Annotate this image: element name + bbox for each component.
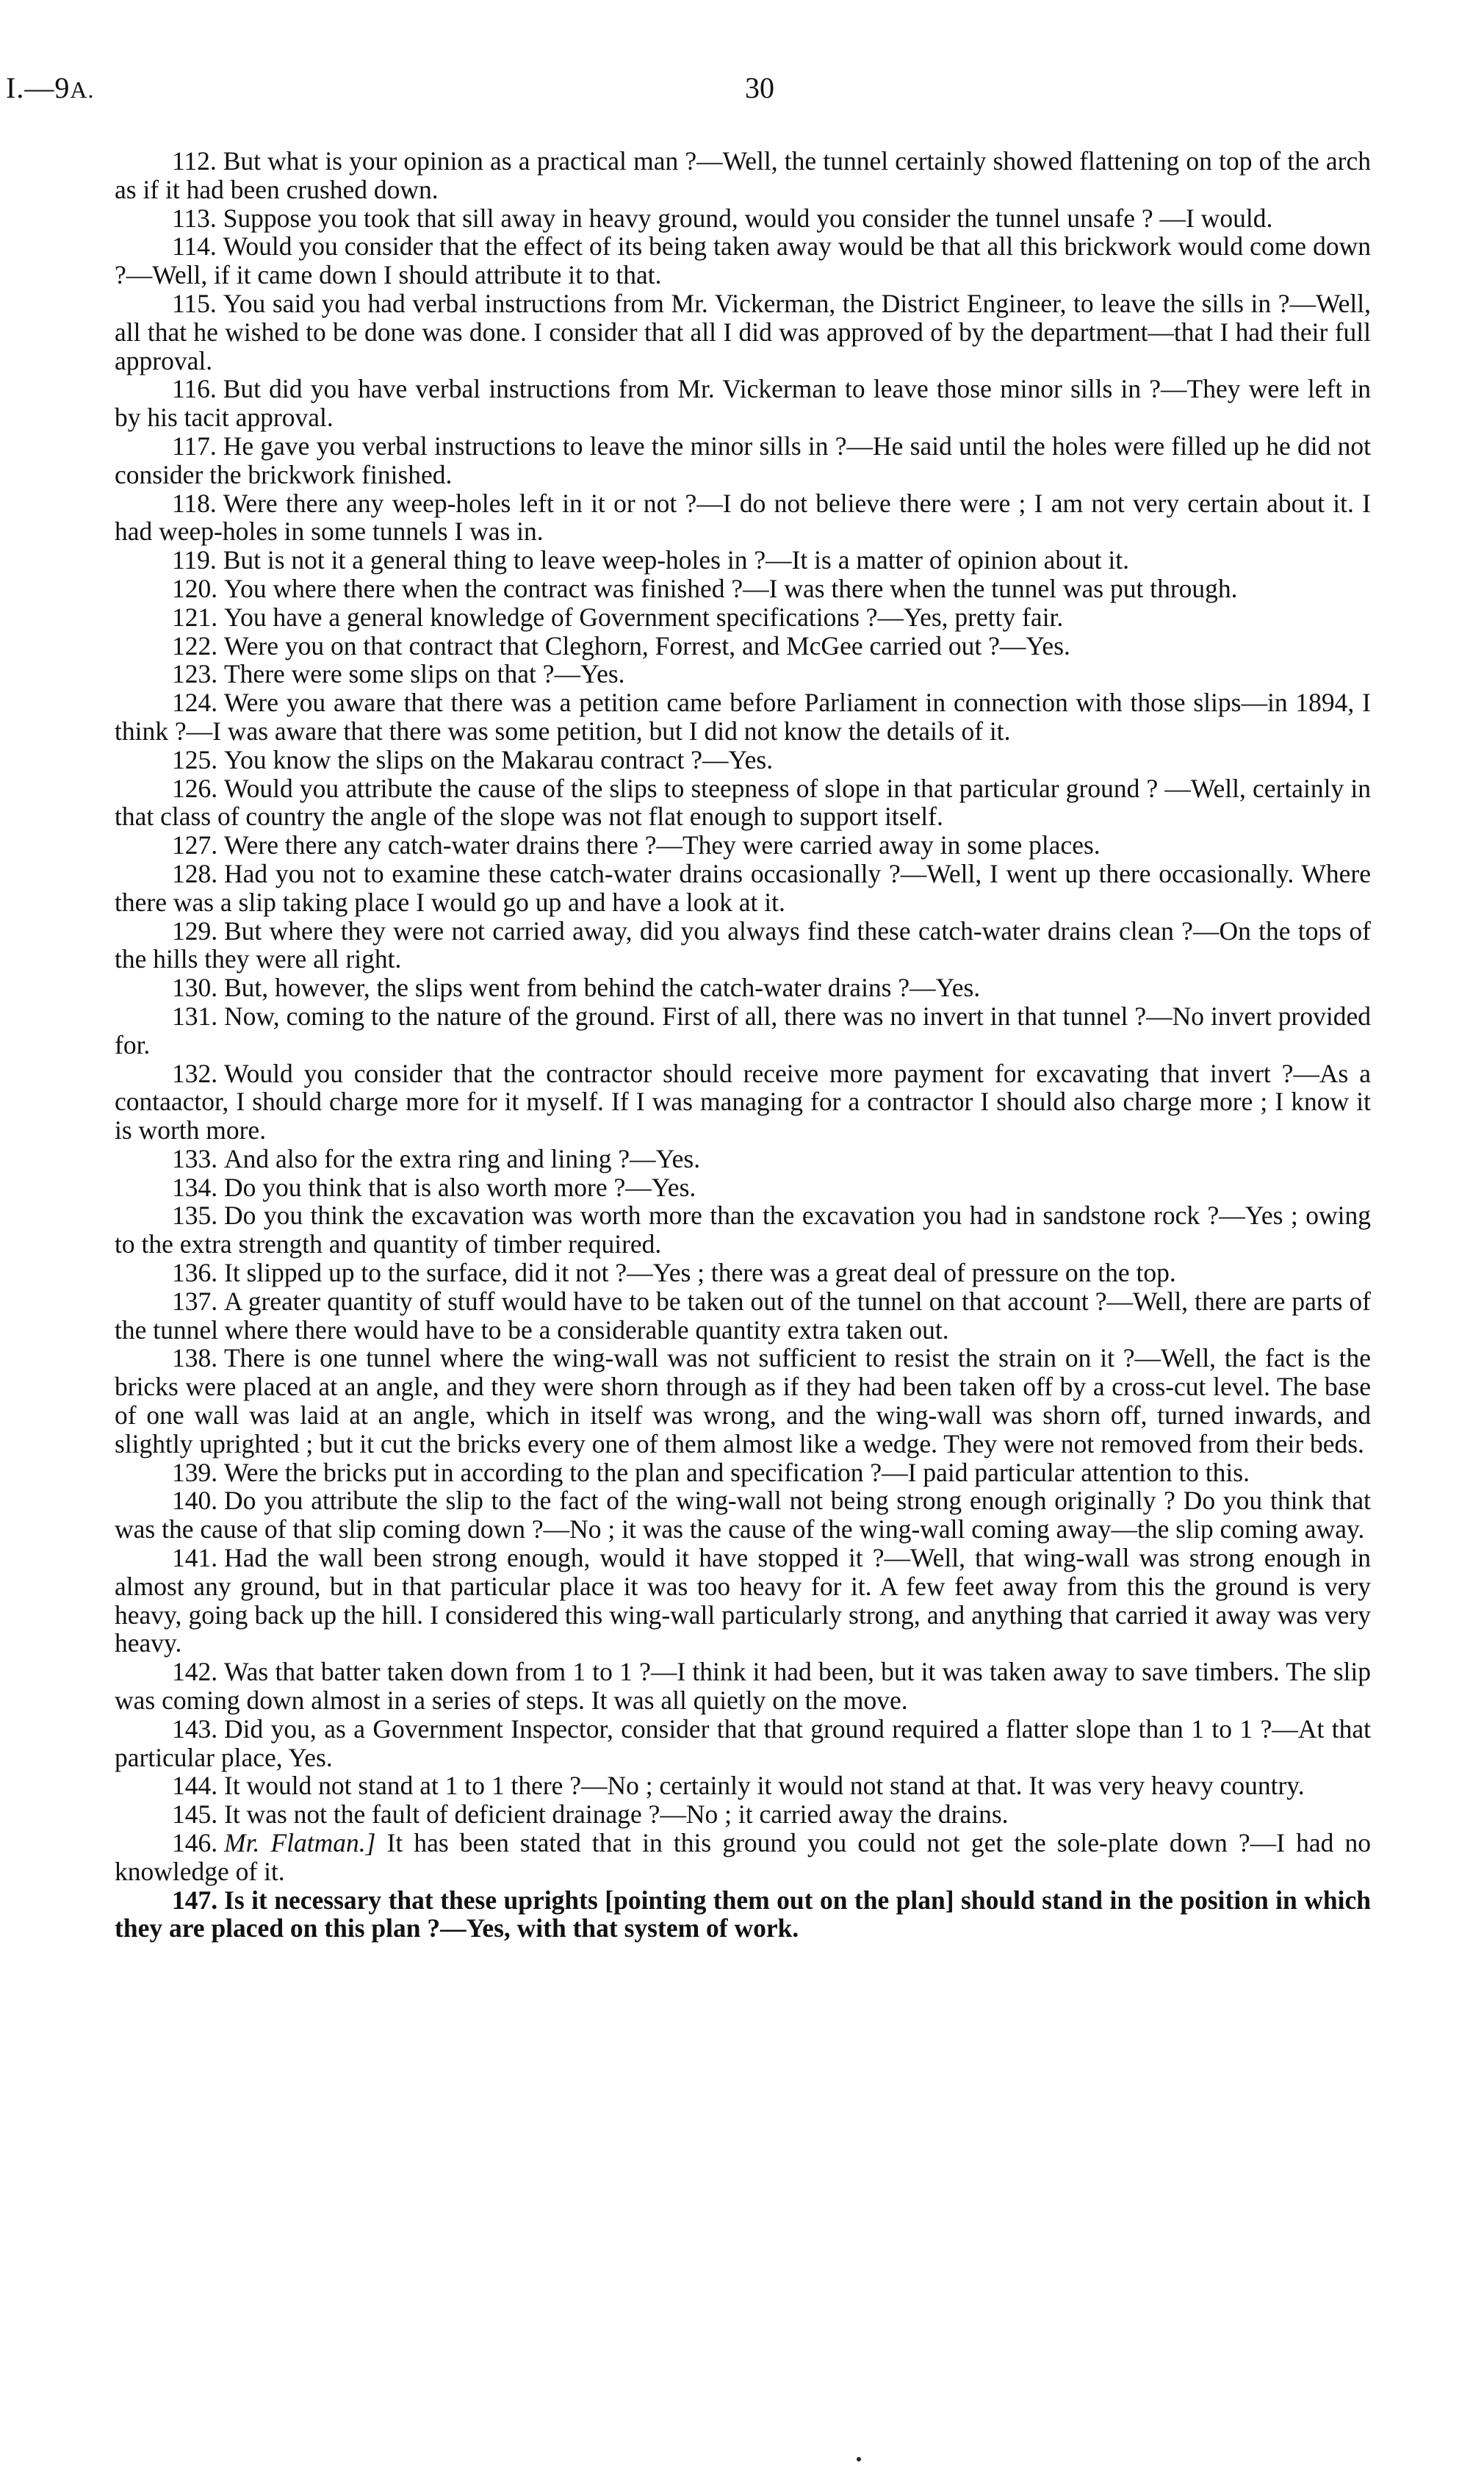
question-paragraph-112 — [115, 147, 1371, 204]
question-text: Had the wall been strong enough, would it have stopped it ?—Well, that wing-wall was strong enough in almost any ground, but in that particular place it was too heavy for it. A few feet away from this the ground is very heavy, going back up the hill. I considered this wing-wall particularly strong, and anything that carried it away was very heavy. — [115, 1543, 1371, 1658]
question-number: 134. — [172, 1172, 218, 1202]
question-paragraph-121 — [115, 603, 1371, 632]
question-text: But what is your opinion as a practical man ?—Well, the tunnel certainly showed flattening on top of the arch as if it had been crushed down. — [115, 146, 1371, 204]
question-number: 122. — [172, 630, 218, 661]
question-number: 116. — [172, 374, 217, 404]
question-number: 131. — [172, 1001, 218, 1031]
question-text: And also for the extra ring and lining ?—Yes. — [224, 1143, 701, 1173]
question-number: 137. — [172, 1286, 218, 1316]
question-text: Do you think that is also worth more ?—Yes. — [224, 1172, 696, 1202]
document-reference-main: I.—9 — [6, 71, 71, 104]
question-text: Were there any catch-water drains there ?—They were carried away in some places. — [224, 830, 1101, 860]
question-number: 133. — [172, 1143, 218, 1173]
question-paragraph-139 — [115, 1458, 1371, 1487]
question-number: 126. — [172, 773, 218, 803]
question-paragraph-142 — [115, 1658, 1371, 1715]
question-paragraph-128 — [115, 860, 1371, 917]
question-number: 136. — [172, 1258, 218, 1288]
question-text: It slipped up to the surface, did it not ?—Yes ; there was a great deal of pressure on the top. — [224, 1258, 1176, 1288]
document-reference-suffix: A. — [70, 76, 95, 103]
question-paragraph-127 — [115, 831, 1371, 860]
question-text: Were you aware that there was a petition came before Parliament in connection with those slips—in 1894, I think ?—I was aware that there was some petition, but I did not know the details of it. — [115, 688, 1371, 746]
question-paragraph-131 — [115, 1002, 1371, 1060]
question-number: 128. — [172, 858, 218, 888]
question-text: You where there when the contract was finished ?—I was there when the tunnel was put through. — [224, 573, 1238, 603]
question-text: You said you had verbal instructions from Mr. Vickerman, the District Engineer, to leave the sills in ?—Well, all that he wished to be done was done. I consider that all I did was approved of by the department—that I had their full approval. — [115, 288, 1371, 375]
question-paragraph-140 — [115, 1486, 1371, 1544]
question-paragraph-119 — [115, 546, 1371, 575]
question-text: Would you consider that the effect of its being taken away would be that all this brickwork would come down ?—Well, if it came down I should attribute it to that. — [115, 231, 1371, 290]
testimony-body — [115, 147, 1371, 1943]
question-text: Were you on that contract that Cleghorn, Forrest, and McGee carried out ?—Yes. — [224, 630, 1070, 661]
question-number: 146. — [172, 1828, 218, 1858]
question-paragraph-136 — [115, 1259, 1371, 1287]
question-text: But, however, the slips went from behind the catch-water drains ?—Yes. — [224, 973, 981, 1003]
question-text: You have a general knowledge of Government specifications ?—Yes, pretty fair. — [224, 602, 1064, 632]
question-paragraph-116 — [115, 375, 1371, 432]
question-text: Had you not to examine these catch-water drains occasionally ?—Well, I went up there occasionally. Where there was a slip taking place I would go up and have a look at it. — [115, 858, 1371, 917]
question-text: Would you attribute the cause of the slips to steepness of slope in that particular ground ? —Well, certainly in that class of country the angle of the slope was not flat enough to support itself. — [115, 773, 1371, 832]
question-number: 125. — [172, 744, 218, 774]
question-paragraph-145 — [115, 1800, 1371, 1829]
page-number: 30 — [745, 71, 774, 104]
question-text: Was that batter taken down from 1 to 1 ?—I think it had been, but it was taken away to save timbers. The slip was coming down almost in a series of steps. It was all quietly on the move. — [115, 1657, 1371, 1716]
question-paragraph-120 — [115, 575, 1371, 603]
question-number: 144. — [172, 1771, 218, 1801]
question-number: 147. — [172, 1885, 218, 1915]
question-number: 114. — [172, 231, 217, 262]
question-number: 143. — [172, 1713, 218, 1744]
question-paragraph-146 — [115, 1829, 1371, 1886]
question-number: 120. — [172, 573, 218, 603]
question-text: There is one tunnel where the wing-wall was not sufficient to resist the strain on it ?—Well, the fact is the bricks were placed at an angle, and they were shorn through as if they had been taken off by a cross-cut level. The base of one wall was laid at an angle, which in itself was wrong, and the wing-wall was shorn off, turned inwards, and slightly uprighted ; but it cut the bricks every one of them almost like a wedge. They were not removed from their beds. — [115, 1343, 1371, 1458]
question-number: 129. — [172, 916, 218, 946]
question-text: It was not the fault of deficient drainage ?—No ; it carried away the drains. — [224, 1799, 1009, 1830]
question-number: 115. — [172, 288, 217, 318]
question-paragraph-137 — [115, 1287, 1371, 1345]
question-number: 135. — [172, 1201, 218, 1231]
question-number: 139. — [172, 1457, 218, 1487]
question-paragraph-114 — [115, 232, 1371, 289]
question-paragraph-134 — [115, 1173, 1371, 1202]
question-text: Is it necessary that these uprights [pointing them out on the plan] should stand in the position in which they are placed on this plan ?—Yes, with that system of work. — [115, 1885, 1371, 1943]
question-number: 130. — [172, 973, 218, 1003]
question-number: 145. — [172, 1799, 218, 1830]
question-paragraph-129 — [115, 917, 1371, 974]
print-speck — [857, 2457, 861, 2461]
question-text: Were the bricks put in according to the plan and specification ?—I paid particular attention to this. — [224, 1457, 1250, 1487]
question-number: 132. — [172, 1058, 218, 1088]
question-number: 121. — [172, 602, 218, 632]
question-paragraph-118 — [115, 489, 1371, 547]
question-paragraph-126 — [115, 774, 1371, 832]
question-number: 142. — [172, 1657, 218, 1687]
question-number: 141. — [172, 1543, 218, 1573]
speaker-name: Mr. Flatman.] — [224, 1828, 376, 1858]
question-paragraph-113 — [115, 204, 1371, 233]
question-number: 140. — [172, 1486, 218, 1516]
question-paragraph-144 — [115, 1771, 1371, 1800]
question-number: 113. — [172, 203, 217, 233]
question-number: 118. — [172, 488, 217, 518]
question-text: A greater quantity of stuff would have to be taken out of the tunnel on that account ?—Well, there are parts of the tunnel where there would have to be a considerable quantity extra taken out. — [115, 1286, 1371, 1345]
question-number: 117. — [172, 431, 217, 461]
question-paragraph-123 — [115, 660, 1371, 688]
question-text: Did you, as a Government Inspector, consider that that ground required a flatter slope than 1 to 1 ?—At that particular place, Yes. — [115, 1713, 1371, 1772]
question-number: 127. — [172, 830, 218, 860]
question-text: Would you consider that the contractor should receive more payment for excavating that invert ?—As a contaactor, I should charge more for it myself. If I was managing for a contractor I should also charge more ; I know it is worth more. — [115, 1058, 1371, 1145]
question-text: But is not it a general thing to leave weep-holes in ?—It is a matter of opinion about it. — [223, 545, 1130, 575]
question-paragraph-133 — [115, 1145, 1371, 1173]
question-text: There were some slips on that ?—Yes. — [224, 659, 625, 689]
question-paragraph-124 — [115, 688, 1371, 746]
question-paragraph-141 — [115, 1544, 1371, 1658]
question-paragraph-117 — [115, 432, 1371, 489]
question-paragraph-122 — [115, 632, 1371, 661]
question-paragraph-125 — [115, 746, 1371, 774]
question-number: 112. — [172, 146, 217, 176]
question-text: But did you have verbal instructions from Mr. Vickerman to leave those minor sills in ?—They were left in by his tacit approval. — [115, 374, 1371, 433]
question-text: But where they were not carried away, did you always find these catch-water drains clean ?—On the tops of the hills they were all right. — [115, 916, 1371, 974]
question-text: He gave you verbal instructions to leave the minor sills in ?—He said until the holes were filled up he did not consider the brickwork finished. — [115, 431, 1371, 489]
question-text: Suppose you took that sill away in heavy ground, would you consider the tunnel unsafe ? —I would. — [223, 203, 1273, 233]
question-text: You know the slips on the Makarau contract ?—Yes. — [224, 744, 774, 774]
question-number: 119. — [172, 545, 217, 575]
question-text: It has been stated that in this ground you could not get the sole-plate down ?—I had no knowledge of it. — [115, 1828, 1371, 1886]
document-reference — [6, 71, 94, 105]
question-number: 124. — [172, 688, 218, 718]
question-number: 123. — [172, 659, 218, 689]
question-paragraph-143 — [115, 1715, 1371, 1772]
question-text: Do you attribute the slip to the fact of the wing-wall not being strong enough originally ? Do you think that was the cause of that slip coming down ?—No ; it was the cause of the wing-wall coming away—the slip coming away. — [115, 1486, 1371, 1544]
question-number: 138. — [172, 1343, 218, 1373]
question-paragraph-135 — [115, 1201, 1371, 1259]
question-paragraph-147 — [115, 1886, 1371, 1943]
question-text: Now, coming to the nature of the ground. First of all, there was no invert in that tunnel ?—No invert provided for. — [115, 1001, 1371, 1060]
question-paragraph-115 — [115, 289, 1371, 375]
question-text: Do you think the excavation was worth more than the excavation you had in sandstone rock ?—Yes ; owing to the extra strength and quantity of timber required. — [115, 1201, 1371, 1259]
question-text: It would not stand at 1 to 1 there ?—No ; certainly it would not stand at that. It was very heavy country. — [224, 1771, 1305, 1801]
question-paragraph-130 — [115, 974, 1371, 1002]
question-paragraph-138 — [115, 1344, 1371, 1458]
question-paragraph-132 — [115, 1060, 1371, 1145]
question-text: Were there any weep-holes left in it or not ?—I do not believe there were ; I am not very certain about it. I had weep-holes in some tunnels I was in. — [115, 488, 1371, 547]
